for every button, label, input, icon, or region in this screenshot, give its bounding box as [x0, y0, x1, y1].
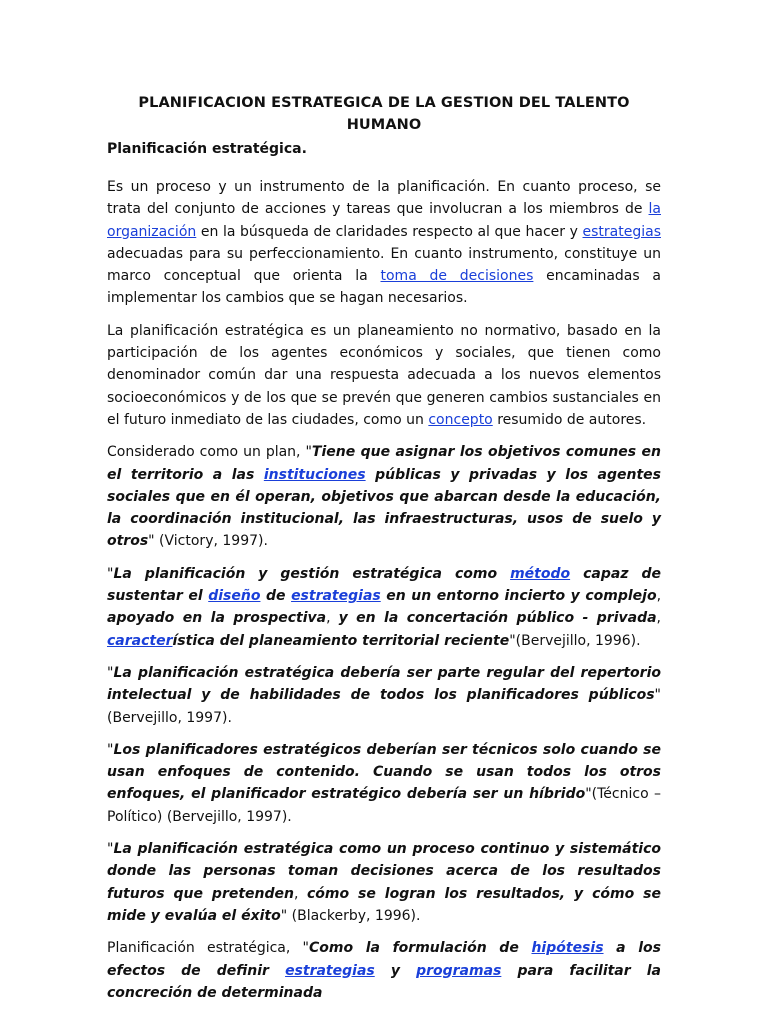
- text-run: "(Bervejillo, 1996).: [509, 632, 641, 649]
- text-run: Es un proceso y un instrumento de la planificación. En cuanto proceso, se trata del conjunto de acciones y tareas que involucran a los miembros de: [107, 179, 661, 218]
- paragraph-definition: [107, 176, 661, 310]
- paragraph-hypothesis: [107, 937, 661, 1004]
- text-run: ": [107, 841, 114, 858]
- document-page: [107, 92, 661, 1014]
- text-run: ,: [294, 885, 307, 902]
- inline-link[interactable]: caracter: [107, 632, 173, 649]
- text-run: ": [107, 664, 114, 681]
- inline-link[interactable]: método: [510, 565, 571, 582]
- inline-link[interactable]: la organización: [107, 201, 661, 240]
- text-run: en la búsqueda de claridades respecto al que hacer y: [196, 223, 583, 240]
- text-run: adecuadas para su perfeccionamiento. En cuanto instrumento, constituye un marco conceptual que orienta la: [107, 245, 661, 285]
- quote-bervejillo-1996: [107, 563, 661, 652]
- text-run: " (Bervejillo, 1997).: [107, 687, 661, 726]
- text-run: Considerado como un plan, ": [107, 444, 312, 461]
- inline-link[interactable]: estrategias: [291, 588, 381, 605]
- document-title: PLANIFICACION ESTRATEGICA DE LA GESTION DEL TALENTO HUMANO: [138, 95, 630, 133]
- quote-bervejillo-1997-a: [107, 662, 661, 729]
- text-run: ": [107, 565, 114, 582]
- inline-link[interactable]: toma de decisiones: [380, 268, 534, 285]
- inline-link[interactable]: programas: [416, 962, 502, 979]
- quote-bervejillo-1997-b: [107, 739, 661, 828]
- inline-link[interactable]: instituciones: [263, 466, 366, 483]
- text-run: ,: [656, 610, 661, 627]
- emphasized-text: La planificación estratégica como un proceso continuo y sistemático donde las personas toman decisiones acerca de los resultados futuros que pretenden: [107, 841, 661, 902]
- text-run: ": [107, 741, 114, 758]
- emphasized-text: ística del planeamiento territorial reciente: [172, 632, 510, 649]
- emphasized-text: públicas y privadas y los agentes sociales que en él operan, objetivos que abarcan desde la educación, la coordinación institucional, las infraestructuras, usos de suelo y otros: [107, 466, 661, 550]
- text-run: " (Blackerby, 1996).: [280, 907, 421, 924]
- emphasized-text: La planificación estratégica debería ser parte regular del repertorio intelectual y de habilidades de todos los planificadores públicos: [107, 664, 661, 704]
- emphasized-text: apoyado en la prospectiva: [107, 610, 327, 627]
- inline-link[interactable]: hipótesis: [531, 940, 604, 957]
- emphasized-text: y en la concertación público - privada: [338, 610, 657, 627]
- text-run: " (Victory, 1997).: [148, 533, 268, 550]
- section-heading: Planificación estratégica.: [107, 141, 307, 157]
- inline-link[interactable]: concepto: [428, 411, 493, 428]
- emphasized-text: a los efectos de definir: [107, 940, 661, 979]
- emphasized-text: Como la formulación de: [308, 940, 532, 957]
- quote-victory-1997: [107, 441, 661, 552]
- emphasized-text: Los planificadores estratégicos deberían ser técnicos solo cuando se usan enfoques de contenido. Cuando se usan todos los otros enfoques, el planificador estratégico debería ser un híbrido: [107, 741, 661, 803]
- emphasized-text: cómo se logran los resultados, y cómo se mide y evalúa el éxito: [107, 885, 661, 924]
- inline-link[interactable]: estrategias: [582, 223, 661, 240]
- emphasized-text: para facilitar la concreción de determinada: [107, 962, 662, 1001]
- emphasized-text: La planificación y gestión estratégica como: [113, 565, 511, 582]
- emphasized-text: capaz de sustentar el: [107, 565, 661, 605]
- emphasized-text: y: [374, 962, 417, 979]
- text-run: "(Técnico – Político) (Bervejillo, 1997).: [107, 786, 661, 825]
- text-run: La planificación estratégica es un planeamiento no normativo, basado en la participación de los agentes económicos y sociales, que tienen como denominador común dar una respuesta adecuada a los nuevos elementos socioeconómicos y de los que se prevén que generen cambios sustanciales en el futuro inmediato de las ciudades, como un: [107, 322, 661, 428]
- quote-blackerby-1996: [107, 838, 661, 927]
- emphasized-text: de: [260, 588, 292, 605]
- text-run: resumido de autores.: [492, 411, 647, 428]
- emphasized-text: en un entorno incierto y complejo: [380, 588, 657, 605]
- text-run: ,: [326, 610, 339, 627]
- inline-link[interactable]: estrategias: [285, 962, 375, 979]
- emphasized-text: Tiene que asignar los objetivos comunes en el territorio a las: [107, 444, 661, 483]
- paragraph-non-normative: [107, 320, 661, 431]
- text-run: encaminadas a implementar los cambios que se hagan necesarios.: [107, 268, 662, 307]
- text-run: ,: [656, 588, 662, 605]
- text-run: Planificación estratégica, ": [107, 940, 309, 957]
- inline-link[interactable]: diseño: [208, 588, 261, 605]
